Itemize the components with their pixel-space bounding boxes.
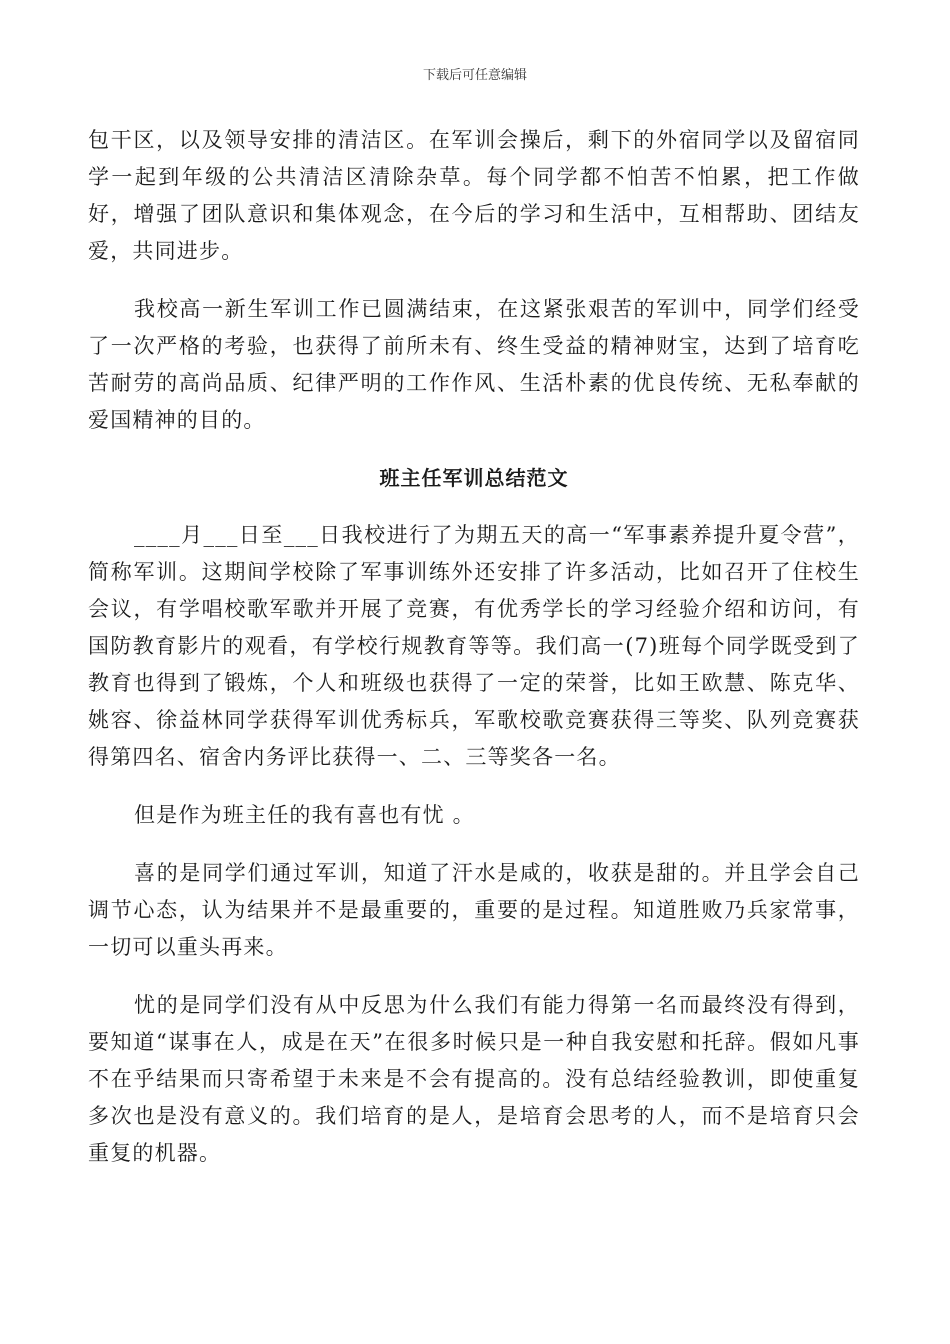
paragraph-continuation: 包干区，以及领导安排的清洁区。在军训会操后，剩下的外宿同学以及留宿同学一起到年级的公共清洁区清除杂草。每个同学都不怕苦不怕累，把工作做好，增强了团队意识和集体观念，在今后的学习和生活中，互相帮助、团结友爱，共同进步。 — [88, 128, 860, 263]
page-header: 下载后可任意编辑 — [422, 68, 527, 83]
paragraph: ____月___日至___日我校进行了为期五天的高一“军事素养提升夏令营”，简称军训。这期间学校除了军事训练外还安排了许多活动，比如召开了住校生会议，有学唱校歌军歌并开展了竞赛，有优秀学长的学习经验介绍和访问，有国防教育影片的观看，有学校行规教育等等。我们高一(7)班每个同学既受到了教育也得到了锻炼，个人和班级也获得了一定的荣誉，比如王欧慧、陈克华、姚容、徐益林同学获得军训优秀标兵，军歌校歌竞赛获得三等奖、队列竞赛获得第四名、宿舍内务评比获得一、二、三等奖各一名。 — [88, 523, 860, 769]
paragraph: 喜的是同学们通过军训，知道了汗水是咸的，收获是甜的。并且学会自己调节心态，认为结果并不是最重要的，重要的是过程。知道胜败乃兵家常事，一切可以重头再来。 — [88, 861, 860, 959]
paragraph: 但是作为班主任的我有喜也有忧 。 — [134, 803, 475, 827]
document-body — [88, 122, 860, 1193]
paragraph: 忧的是同学们没有从中反思为什么我们有能力得第一名而最终没有得到，要知道“谋事在人，成是在天”在很多时候只是一种自我安慰和托辞。假如凡事不在乎结果而只寄希望于未来是不会有提高的。没有总结经验教训，即使重复多次也是没有意义的。我们培育的是人，是培育会思考的人，而不是培育只会重复的机器。 — [88, 993, 860, 1165]
paragraph: 我校高一新生军训工作已圆满结束，在这紧张艰苦的军训中，同学们经受了一次严格的考验，也获得了前所未有、终生受益的精神财宝，达到了培育吃苦耐劳的高尚品质、纪律严明的工作作风、生活朴素的优良传统、无私奉献的爱国精神的目的。 — [88, 297, 860, 432]
section-title: 班主任军训总结范文 — [379, 466, 569, 490]
